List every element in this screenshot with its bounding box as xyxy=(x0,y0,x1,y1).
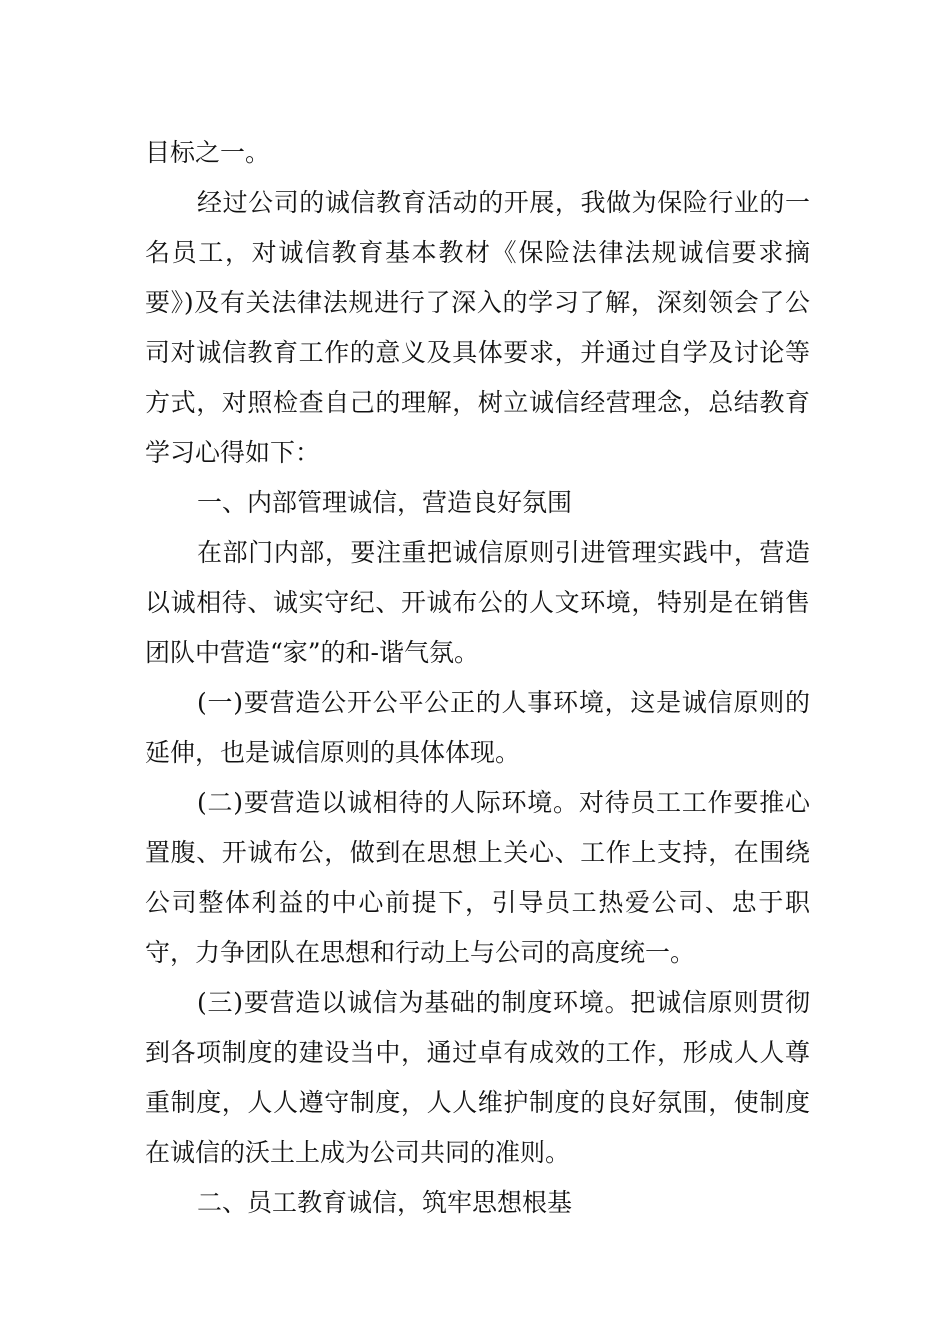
paragraph-continuation: 目标之一。 xyxy=(145,138,271,167)
section-heading-2: 二、员工教育诚信，筑牢思想根基 xyxy=(197,1188,573,1217)
section-heading-1: 一、内部管理诚信，营造良好氛围 xyxy=(197,488,573,517)
paragraph-item-3: (三)要营造以诚信为基础的制度环境。把诚信原则贯彻到各项制度的建设当中，通过卓有成效的工作，形成人人尊重制度，人人遵守制度，人人维护制度的良好氛围，使制度在诚信的沃土上成为公司共同的准则。 xyxy=(145,988,810,1167)
paragraph-section-1: 在部门内部，要注重把诚信原则引进管理实践中，营造以诚相待、诚实守纪、开诚布公的人文环境，特别是在销售团队中营造“家”的和-谐气氛。 xyxy=(145,538,810,667)
paragraph-item-2: (二)要营造以诚相待的人际环境。对待员工工作要推心置腹、开诚布公，做到在思想上关心、工作上支持，在围绕公司整体利益的中心前提下，引导员工热爱公司、忠于职守，力争团队在思想和行动上与公司的高度统一。 xyxy=(145,788,810,967)
paragraph-intro: 经过公司的诚信教育活动的开展，我做为保险行业的一名员工，对诚信教育基本教材《保险法律法规诚信要求摘要》)及有关法律法规进行了深入的学习了解，深刻领会了公司对诚信教育工作的意义及具体要求，并通过自学及讨论等方式，对照检查自己的理解，树立诚信经营理念，总结教育学习心得如下： xyxy=(145,188,810,467)
document-body xyxy=(145,128,810,1228)
paragraph-item-1: (一)要营造公开公平公正的人事环境，这是诚信原则的延伸，也是诚信原则的具体体现。 xyxy=(145,688,810,767)
